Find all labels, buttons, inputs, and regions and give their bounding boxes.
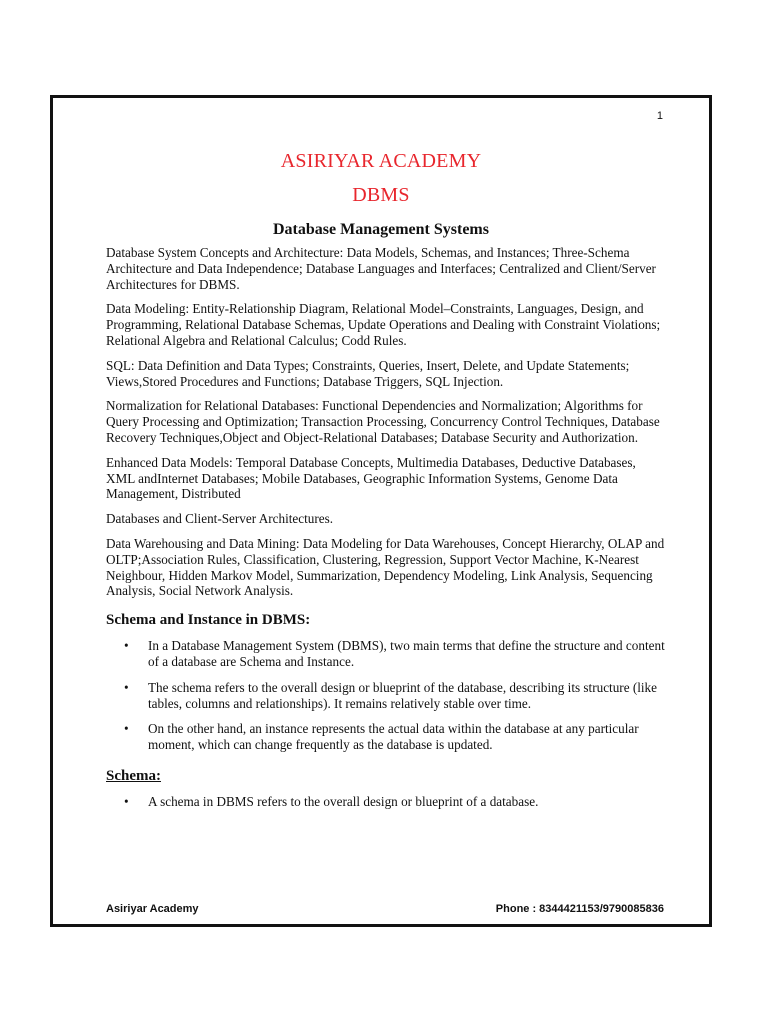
- syllabus-paragraph: Database System Concepts and Architecture: Data Models, Schemas, and Instances; Three-Schema Architecture and Data Independence; Database Languages and Interfaces; Centralized and Client/Server Architectures for DBMS.: [106, 245, 656, 292]
- list-item: [106, 721, 666, 753]
- document-title: Database Management Systems: [273, 221, 489, 238]
- bullet-icon: •: [124, 793, 129, 809]
- syllabus-paragraph: Data Warehousing and Data Mining: Data Modeling for Data Warehouses, Concept Hierarchy, OLAP and OLTP;Association Rules, Classification, Clustering, Regression, Support Vector Machine, K-Nearest Neighbour, Hidden Markov Model, Summarization, Dependency Modeling, Link Analysis, Sequencing Analysis, Social Network Analysis.: [106, 535, 665, 599]
- document-page: [50, 95, 712, 927]
- list-item-text: A schema in DBMS refers to the overall design or blueprint of a database.: [148, 793, 539, 809]
- bullet-icon: •: [124, 638, 129, 654]
- syllabus-paragraph: Data Modeling: Entity-Relationship Diagram, Relational Model–Constraints, Languages, Design, and Programming, Relational Database Schemas, Update Operations and Dealing with Constraint Violations; Relational Algebra and Relational Calculus; Codd Rules.: [106, 301, 661, 348]
- syllabus-paragraph: Databases and Client-Server Architectures.: [106, 511, 334, 527]
- syllabus-paragraph: Normalization for Relational Databases: Functional Dependencies and Normalization; Algorithms for Query Processing and Optimization; Transaction Processing, Concurrency Control Techniques, Database Recovery Techniques,Object and Object-Relational Databases; Database Security and Authorization.: [106, 398, 660, 445]
- section-heading-schema: Schema:: [106, 767, 161, 784]
- schema-list: [106, 794, 666, 810]
- course-title: DBMS: [352, 184, 410, 206]
- list-item: [106, 794, 666, 810]
- list-item: [106, 680, 666, 712]
- syllabus-paragraph: SQL: Data Definition and Data Types; Constraints, Queries, Insert, Delete, and Update Statements; Views,Stored Procedures and Functions; Database Triggers, SQL Injection.: [106, 357, 630, 389]
- list-item-text: The schema refers to the overall design or blueprint of the database, describing its structure (like tables, columns and relationships). It remains relatively stable over time.: [148, 679, 658, 711]
- syllabus-paragraph: Enhanced Data Models: Temporal Database Concepts, Multimedia Databases, Deductive Databases, XML andInternet Databases; Mobile Databases, Geographic Information Systems, Genome Data Management, Distributed: [106, 454, 636, 502]
- bullet-icon: •: [124, 721, 129, 737]
- list-item: [106, 638, 666, 670]
- footer-academy-name: Asiriyar Academy: [106, 903, 199, 915]
- section-heading-schema-instance: Schema and Instance in DBMS:: [106, 612, 311, 629]
- footer-phone: Phone : 8344421153/9790085836: [495, 903, 664, 915]
- brand-title: ASIRIYAR ACADEMY: [280, 150, 482, 172]
- list-item-text: On the other hand, an instance represents the actual data within the database at any particular moment, which can change frequently as the database is updated.: [148, 721, 639, 753]
- page-number: 1: [656, 110, 663, 122]
- schema-instance-list: [106, 638, 666, 753]
- bullet-icon: •: [124, 679, 129, 695]
- list-item-text: In a Database Management System (DBMS), two main terms that define the structure and content of a database are Schema and Instance.: [148, 638, 665, 669]
- document-body: [106, 245, 666, 820]
